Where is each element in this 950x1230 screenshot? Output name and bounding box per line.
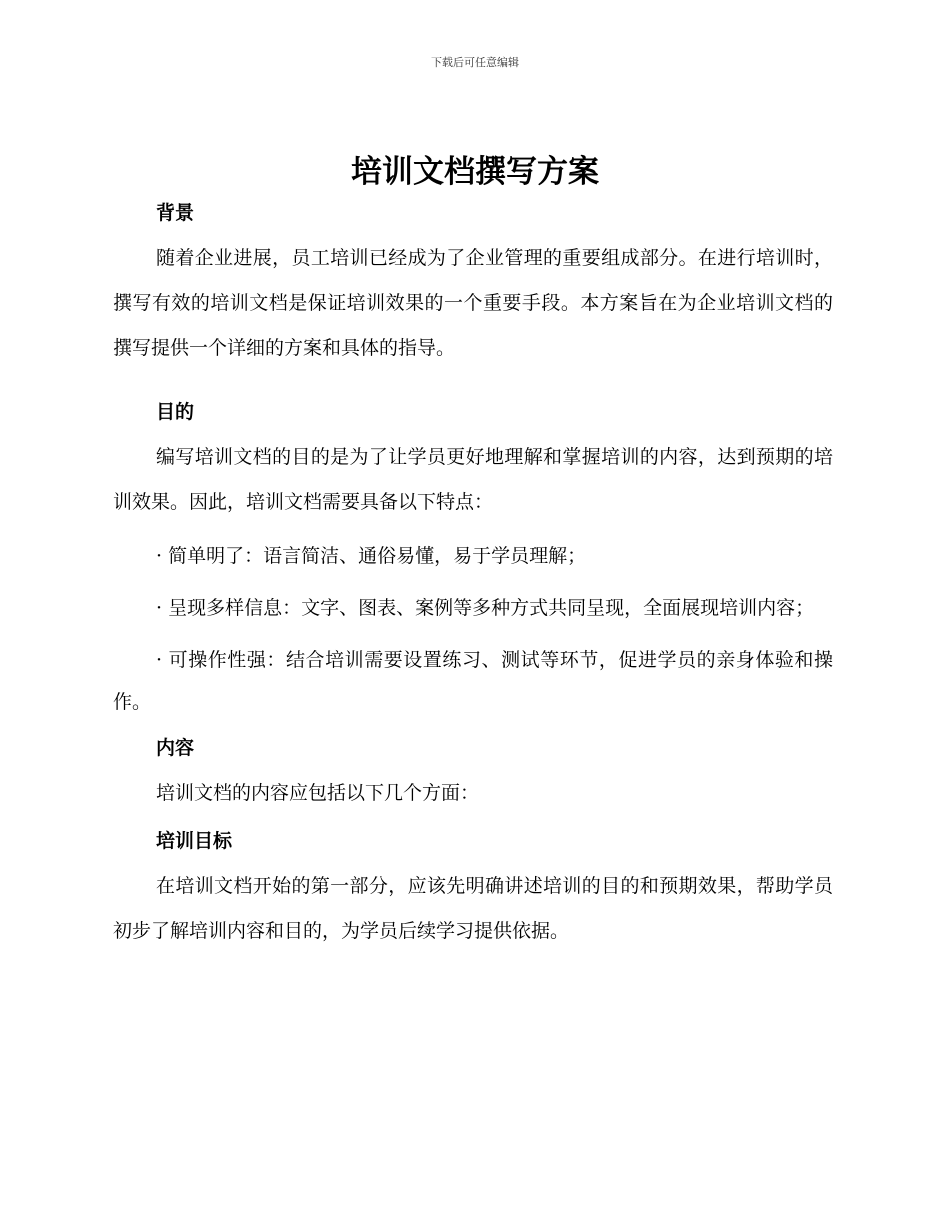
- heading-background: 背景: [156, 202, 195, 224]
- header-note: 下载后可任意编辑: [431, 56, 519, 69]
- paragraph-background: 随着企业进展，员工培训已经成为了企业管理的重要组成部分。在进行培训时，撰写有效的培训文档是保证培训效果的一个重要手段。本方案旨在为企业培训文档的撰写提供一个详细的方案和具体的指导。: [113, 247, 833, 359]
- heading-purpose: 目的: [156, 401, 195, 423]
- document-title: 培训文档撰写方案: [351, 154, 599, 190]
- paragraph-purpose: 编写培训文档的目的是为了让学员更好地理解和掌握培训的内容，达到预期的培训效果。因此，培训文档需要具备以下特点：: [113, 446, 833, 513]
- paragraph-training-goal: 在培训文档开始的第一部分，应该先明确讲述培训的目的和预期效果，帮助学员初步了解培训内容和目的，为学员后续学习提供依据。: [113, 875, 833, 942]
- document-body: [113, 200, 833, 954]
- bullet-item: · 简单明了：语言简洁、通俗易懂，易于学员理解；: [156, 545, 587, 567]
- heading-content: 内容: [156, 737, 195, 759]
- bullet-item: · 可操作性强：结合培训需要设置练习、测试等环节，促进学员的亲身体验和操作。: [113, 649, 833, 713]
- bullet-item: · 呈现多样信息：文字、图表、案例等多种方式共同呈现，全面展现培训内容；: [156, 597, 815, 619]
- heading-training-goal: 培训目标: [156, 830, 233, 852]
- paragraph-content: 培训文档的内容应包括以下几个方面：: [156, 782, 480, 804]
